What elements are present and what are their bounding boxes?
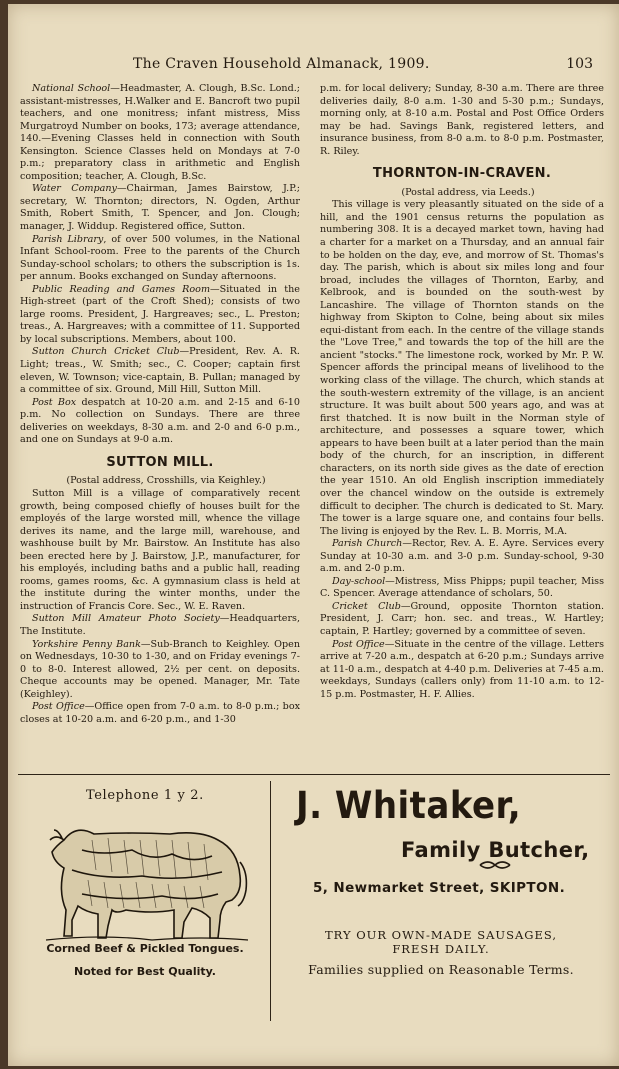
advert-top-rule	[18, 774, 610, 775]
sausages-line-2: FRESH DAILY.	[392, 942, 490, 956]
entry-lead: Cricket Club	[332, 600, 401, 612]
entry-text: —Rector, Rev. A. E. Ayre. Services every Sunday at 10-30 a.m. and 3-0 p.m. Sunday-school, 9-30 a.m. and 2-0 p.m.	[320, 538, 604, 575]
entry-text: —Headquarters, The Institute.	[20, 613, 300, 637]
entry-lead: Post Office	[332, 638, 385, 650]
entry-paragraph	[320, 538, 604, 576]
entry-text: , of over 500 volumes, in the National Infant School-room. Free to the parents of the Church Sunday-school scholars; to others the subscription is 1s. per annum. Books exchanged on Sunday afternoons.	[20, 233, 300, 283]
entry-paragraph	[20, 346, 300, 396]
shop-address: 5, Newmarket Street, SKIPTON.	[313, 880, 566, 896]
entry-text: —Situate in the centre of the village. Letters arrive at 7-20 a.m., despatch at 6-20 p.m.; Sundays arrive at 11-0 a.m., despatch at 4-40 p.m. Deliveries at 7-45 a.m. weekdays, Sundays (callers only) from 11-10 a.m. to 12-15 p.m. Postmaster, H. F. Allies.	[320, 638, 605, 700]
bull-illustration	[42, 810, 252, 945]
noted-line: Noted for Best Quality.	[73, 965, 216, 978]
left-column	[20, 83, 300, 726]
section-heading-sutton-mill: SUTTON MILL.	[106, 454, 214, 470]
entry-text: —President, Rev. A. R. Light; treas., W. Smith; sec., C. Cooper; captain first eleven, W. Townson; vice-captain, B. Pullan; managed by a committee of six. Ground, Mill Hill, Sutton Mill.	[20, 346, 300, 396]
entry-paragraph	[20, 234, 300, 284]
entry-paragraph	[20, 284, 300, 347]
entry-text: —Situated in the High-street (part of the Croft Shed); consists of two large rooms. President, J. Hargreaves; sec., L. Preston; treas., A. Hargreaves; with a committee of 11. Supported by local subscriptions. Members, about 100.	[20, 283, 300, 345]
page-number: 103	[566, 56, 593, 72]
trade-title: Family Butcher,	[401, 838, 590, 862]
entry-lead: Day-school	[332, 575, 386, 587]
entry-lead: Sutton Church Cricket Club	[32, 346, 180, 358]
sutton-entries	[20, 83, 300, 447]
entry-text: Sutton Mill is a village of comparatively recent growth, being composed chiefly of houses built for the employés of the large worsted mill, whence the village derives its name, and the large mill, warehouse, and washhouse built by Mr. Bairstow. An Institute has also been erected here by J. Bairstow, J.P., manufacturer, for his employés, including baths and a public hall, reading rooms, games rooms, &c. A gymnasium class is held at the institute during the winter months, under the instruction of Francis Core. Sec., W. E. Raven.	[20, 487, 300, 612]
entry-paragraph	[20, 183, 300, 233]
entry-text: —Mistress, Miss Phipps; pupil teacher, Miss C. Spencer. Average attendance of scholars, 50.	[320, 575, 604, 600]
advertiser-name: J. Whitaker,	[296, 784, 522, 827]
entry-lead: National School	[32, 83, 111, 94]
sausages-line-1: TRY OUR OWN-MADE SAUSAGES,	[325, 928, 557, 942]
entry-lead: Public Reading and Games Room	[32, 283, 211, 295]
page-header	[8, 56, 619, 76]
entry-text: —Ground, opposite Thornton station. President, J. Carr; hon. sec. and treas., W. Hartley; captain, P. Hartley; governed by a committee of seven.	[320, 600, 605, 637]
almanack-page	[8, 4, 619, 1066]
entry-paragraph	[320, 601, 604, 639]
corned-beef-line: Corned Beef & Pickled Tongues.	[46, 942, 244, 955]
entry-paragraph	[320, 576, 604, 601]
entry-lead: Post Box	[32, 396, 77, 408]
sutton-mill-entries	[20, 488, 300, 726]
entry-lead: Water Company	[32, 183, 117, 195]
entry-lead: Sutton Mill Amateur Photo Society	[32, 613, 220, 625]
section-heading-thornton: THORNTON-IN-CRAVEN.	[372, 166, 552, 182]
entry-lead: Yorkshire Penny Bank	[32, 638, 141, 650]
right-column	[320, 83, 604, 701]
entry-text: —Office open from 7-0 a.m. to 8-0 p.m.; box closes at 10-20 a.m. and 6-20 p.m., and 1-30	[20, 701, 301, 725]
entry-paragraph	[20, 488, 300, 613]
entry-text: This village is very pleasantly situated on the side of a hill, and the 1901 census returns the population as numbering 308. It is a decayed market town, having had a charter for a market on a Thursday, and an annual fair to be holden on the day, eve, and morrow of St. Thomas's day. The parish, which is about six miles long and four broad, includes the villages of Thornton, Earby, and Kelbrook, and is bounded on the south-west by Lancashire. The village of Thornton stands on the highway from Skipton to Colne, being about six miles equi-distant from each. In the centre of the village stands the "Love Tree," and towards the top of the hill are the ancient "stocks." The limestone rock, worked by Mr. P. W. Spencer affords the principal means of livelihood to the working class of the village. The church, which stands at the south-western extremity of the village, is an ancient structure. It was built about 500 years ago, and was at first thatched. It is now built in the Norman style of architecture, and possesses a square tower, which appears to have been built at a later period than the main body of the church, for an inscription, in different characters, on its north side gives as the date of erection the year 1510. An old English inscription immediately over the chancel window on the outside is extremely difficult to decipher. The church is dedicated to St. Mary. The tower is a large square one, and contains four bells. The living is enjoyed by the Rev. L. B. Morris, M.A.	[320, 199, 604, 537]
entry-paragraph	[20, 83, 300, 183]
advert-divider	[270, 781, 271, 1021]
post-office-continuation: p.m. for local delivery; Sunday, 8-30 a.m. There are three deliveries daily, 8-0 a.m. 1-30 and 5-30 p.m.; Sundays, morning only, at 8-10 a.m. Postal and Post Office Orders may be had. Savings Bank, registered letters, and insurance business, from 8-0 a.m. to 8-0 p.m. Postmaster, R. Riley.	[320, 83, 604, 157]
entry-paragraph	[320, 639, 604, 702]
thornton-entries	[320, 199, 604, 701]
postal-address-thornton: (Postal address, via Leeds.)	[401, 186, 535, 198]
ornament-icon	[478, 858, 512, 872]
telephone-number: Telephone 1 y 2.	[86, 788, 204, 803]
page-title: The Craven Household Almanack, 1909.	[133, 56, 430, 72]
families-line: Families supplied on Reasonable Terms.	[308, 962, 574, 977]
entry-lead: Parish Church	[332, 538, 403, 550]
entry-text: despatch at 10-20 a.m. and 2-15 and 6-10 p.m. No collection on Sundays. There are three deliveries on weekdays, 8-30 a.m. and 2-0 and 6-0 p.m., and one on Sundays at 9-0 a.m.	[20, 396, 300, 446]
entry-text: —Sub-Branch to Keighley. Open on Wednesdays, 10-30 to 1-30, and on Friday evenings 7-0 to 8-0. Interest allowed, 2½ per cent. on deposits. Cheque accounts may be opened. Manager, Mr. Tate (Keighley).	[20, 638, 300, 700]
entry-lead: Post Office	[32, 701, 85, 713]
entry-text: —Headmaster, A. Clough, B.Sc. Lond.; assistant-mistresses, H.Walker and E. Bancroft two pupil teachers, and one monitress; infant mistress, Miss Murgatroyd Number on books, 173; average attendance, 140.—Evening Classes held in connection with South Kensington. Science Classes held on Mondays at 7-0 p.m.; preparatory class in arithmetic and English composition; teacher, A. Clough, B.Sc.	[20, 83, 301, 182]
entry-paragraph	[20, 397, 300, 447]
entry-text: —Chairman, James Bairstow, J.P.; secretary, W. Thornton; directors, N. Ogden, Arthur Smith, Robert Smith, T. Spencer, and Jon. Clough; manager, J. Widdup. Registered office, Sutton.	[20, 183, 300, 233]
entry-lead: Parish Library	[32, 233, 104, 245]
entry-paragraph	[20, 613, 300, 638]
postal-address-sutton-mill: (Postal address, Crosshills, via Keighley.)	[66, 475, 266, 487]
entry-paragraph	[320, 199, 604, 538]
entry-paragraph	[20, 701, 300, 726]
entry-paragraph	[20, 639, 300, 702]
